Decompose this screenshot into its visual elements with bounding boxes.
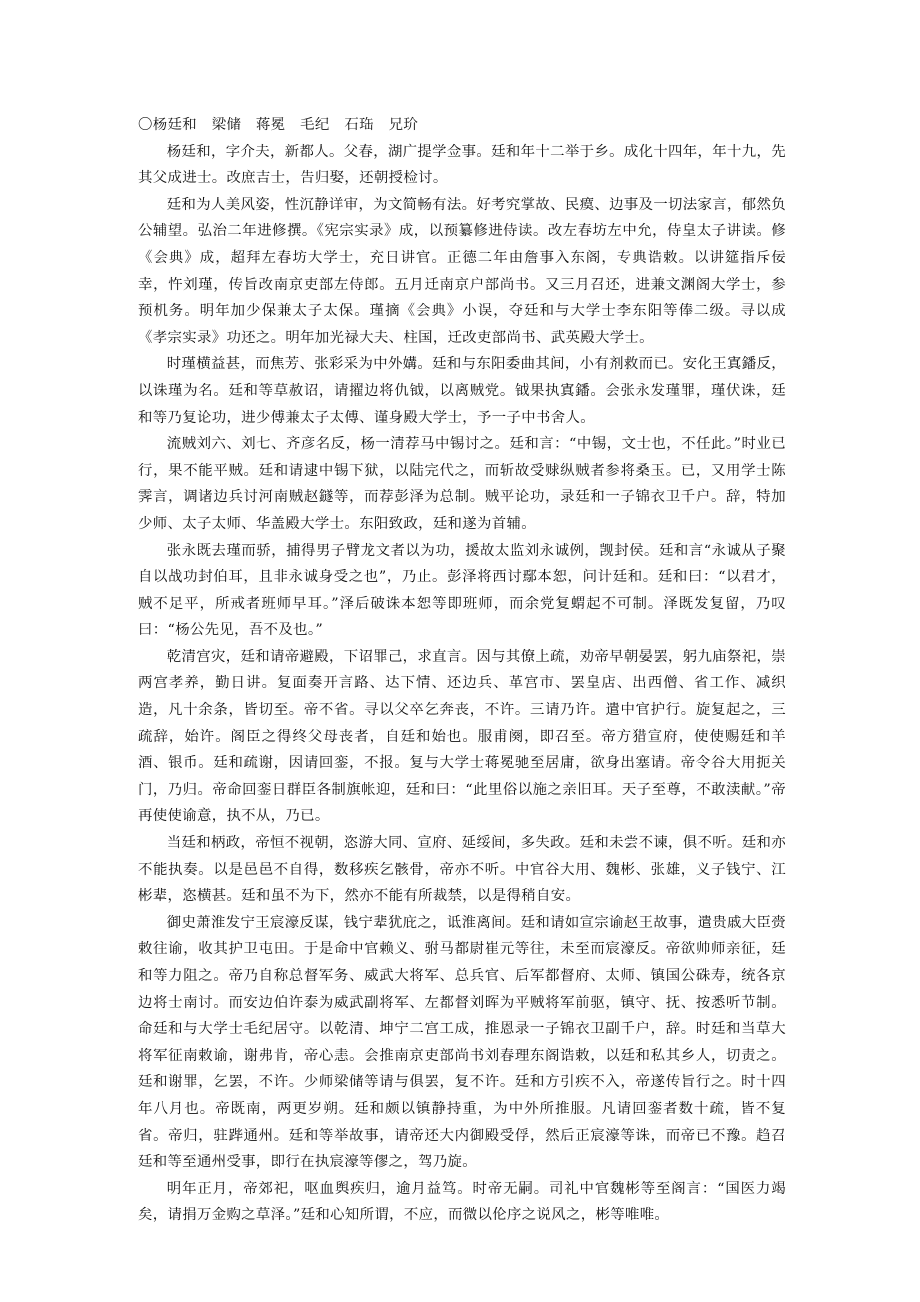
paragraph-governance: 当廷和柄政，帝恒不视朝，恣游大同、宣府、延绥间，多失政。廷和未尝不谏，俱不听。廷和亦不能执奏。以是邑邑不自得，数移疾乞骸骨，帝亦不听。中官谷大用、魏彬、张雄，义子钱宁、江彬辈，恣横甚。廷和虽不为下，然亦不能有所裁禁，以是得稍自安。 [138, 835, 786, 905]
section-heading: 〇杨廷和 梁储 蒋冕 毛纪 石珤 兄玠 [138, 117, 419, 133]
paragraph-character-career: 廷和为人美风姿，性沉静详审，为文简畅有法。好考究掌故、民瘼、边事及一切法家言，郁然负公辅望。弘治二年进修撰。《宪宗实录》成，以预纂修进侍读。改左春坊左中允，侍皇太子讲读。修《会典》成，超拜左春坊大学士，充日讲官。正德二年由詹事入东阁，专典诰敕。以讲筵指斥佞幸，忤刘瑾，传旨改南京吏部左侍郎。五月迁南京户部尚书。又三月召还，进兼文渊阁大学士，参预机务。明年加少保兼太子太保。瑾摘《会典》小误，夺廷和与大学士李东阳等俸二级。寻以成《孝宗实录》功还之。明年加光禄大夫、柱国，迁改吏部尚书、武英殿大学士。 [138, 196, 786, 346]
paragraph-intro: 杨廷和，字介夫，新都人。父春，湖广提学佥事。廷和年十二举于乡。成化十四年，年十九，先其父成进士。改庶吉士，告归娶，还朝授检讨。 [138, 143, 786, 187]
document-page [138, 112, 786, 1229]
paragraph-zhang-yong: 张永既去瑾而骄，捕得男子臂龙文者以为功，援故太监刘永诚例，觊封侯。廷和言“永诚从子聚自以战功封伯耳，且非永诚身受之也”，乃止。彭泽将西讨鄢本恕，问计廷和。廷和曰：“以君才，贼不足平，所戒者班师早耳。”泽后破诛本恕等即班师，而余党复蝟起不可制。泽既发复留，乃叹曰：“杨公先见，吾不及也。” [138, 542, 786, 639]
paragraph-chenhao-rebellion: 御史萧淮发宁王宸濠反谋，钱宁辈犹庇之，诋淮离间。廷和请如宣宗谕赵王故事，遣贵戚大臣赍敕往谕，收其护卫屯田。于是命中官赖义、驸马都尉崔元等往，未至而宸濠反。帝欲帅师亲征，廷和等力阻之。帝乃自称总督军务、威武大将军、总兵官、后军都督府、太师、镇国公硃寿，统各京边将士南讨。而安边伯许泰为威武副将军、左都督刘晖为平贼将军前驱，镇守、抚、按悉听节制。命廷和与大学士毛纪居守。以乾清、坤宁二宫工成，推恩录一子锦衣卫副千户，辞。时廷和当草大将军征南敕谕，谢弗肯，帝心恚。会推南京吏部尚书刘春理东阁诰敕，以廷和私其乡人，切责之。廷和谢罪，乞罢，不许。少师梁储等请与俱罢，复不许。廷和方引疾不入，帝遂传旨行之。时十四年八月也。帝既南，两更岁朔。廷和颇以镇静持重，为中外所推服。凡请回銮者数十疏，皆不复省。帝归，驻跸通州。廷和等举故事，请帝还大内御殿受俘，然后正宸濠等诛，而帝已不豫。趋召廷和等至通州受事，即行在执宸濠等僇之，驾乃旋。 [138, 914, 786, 1171]
paragraph-emperor-illness: 明年正月，帝郊祀，呕血舆疾归，逾月益笃。时帝无嗣。司礼中官魏彬等至阁言：“国医力竭矣，请捐万金购之草泽。”廷和心知所谓，不应，而微以伦序之说风之，彬等唯唯。 [138, 1180, 786, 1224]
paragraph-bandits: 流贼刘六、刘七、齐彦名反，杨一清荐马中锡讨之。廷和言：“中锡，文士也，不任此。”时业已行，果不能平贼。廷和请逮中锡下狱，以陆完代之，而斩故受赇纵贼者参将桑玉。已，又用学士陈霁言，调诸边兵讨河南贼赵鐩等，而荐彭泽为总制。贼平论功，录廷和一子锦衣卫千户。辞，特加少师、太子太师、华盖殿大学士。东阳致政，廷和遂为首辅。 [138, 436, 786, 532]
paragraph-qianqing-fire: 乾清宫灾，廷和请帝避殿，下诏罪己，求直言。因与其僚上疏，劝帝早朝晏罢，躬九庙祭祀，崇两宫孝养，勤日讲。复面奏开言路、达下情、还边兵、革宫市、罢皇店、出西僧、省工作、减织造，凡十余条，皆切至。帝不省。寻以父卒乞奔丧，不许。三请乃许。遣中官护行。旋复起之，三疏辞，始许。阁臣之得终父母丧者，自廷和始也。服甫阕，即召至。帝方猎宣府，使使赐廷和羊酒、银币。廷和疏谢，因请回銮，不报。复与大学士蒋冕驰至居庸，欲身出塞请。帝令谷大用扼关门，乃归。帝命回銮日群臣各制旗帐迎，廷和曰：“此里俗以施之亲旧耳。天子至尊，不敢渎献。”帝再使使谕意，执不从，乃已。 [138, 648, 786, 825]
paragraph-liu-jin: 时瑾横益甚，而焦芳、张彩采为中外媾。廷和与东阳委曲其间，小有剂救而已。安化王寘鐇反，以诛瑾为名。廷和等草赦诏，请擢边将仇钺，以离贼党。钺果执寘鐇。会张永发瑾罪，瑾伏诛，廷和等乃复论功，进少傅兼太子太傅、谨身殿大学士，予一子中书舍人。 [138, 356, 786, 426]
